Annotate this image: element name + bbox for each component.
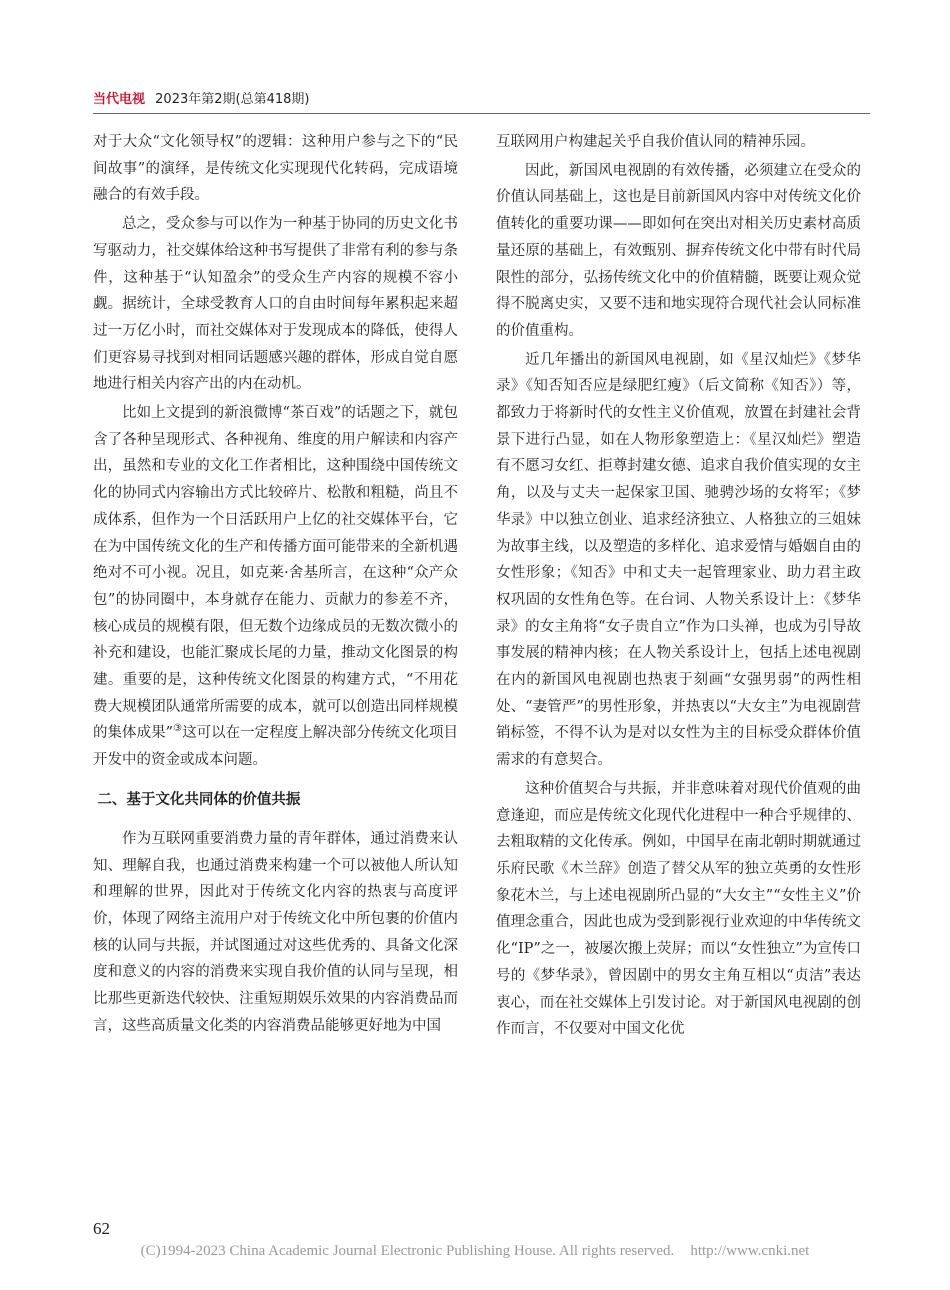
paragraph: 因此，新国风电视剧的有效传播，必须建立在受众的价值认同基础上，这也是目前新国风内容中对传统文化价值转化的重要功课——即如何在突出对相关历史素材高质量还原的基础上，有效甄别、摒弃传统文化中带有时代局限性的部分，弘扬传统文化中的价值精髓，既要让观众觉得不脱离史实，又要不违和地实现符合现代社会认同标准的价值重构。	[496, 162, 861, 339]
footnote-marker: ③	[173, 723, 183, 735]
copyright-text: (C)1994-2023 China Academic Journal Electronic Publishing House. All rights reserved.	[140, 1243, 675, 1259]
paragraph-text: 比如上文提到的新浪微博“茶百戏”的话题之下，就包含了各种呈现形式、各种视角、维度的用户解读和内容产出，虽然和专业的文化工作者相比，这种围绕中国传统文化的协同式内容输出方式比较碎片、松散和粗糙，尚且不成体系，但作为一个日活跃用户上亿的社交媒体平台，它在为中国传统文化的生产和传播方面可能带来的全新机遇绝对不可小视。况且，如克莱·舍基所言，在这种“众产众包”的协同圈中，本身就存在能力、贡献力的参差不齐，核心成员的规模有限，但无数个边缘成员的无数次微小的补充和建设，也能汇聚成长尾的力量，推动文化图景的构建。重要的是，这种传统文化图景的构建方式，“不用花费大规模团队通常所需要的成本，就可以创造出同样规模的集体成果”	[93, 405, 458, 742]
copyright-line	[0, 1243, 950, 1260]
section-heading: 二、基于文化共同体的价值共振	[97, 791, 301, 808]
header-divider	[93, 113, 870, 114]
left-column	[93, 129, 458, 1219]
paragraph	[93, 400, 458, 774]
right-column	[496, 129, 861, 1219]
paragraph-text: 这可以在一定程度上解决部分传统文化项目开发中的资金或成本问题。	[93, 725, 458, 769]
paragraph: 互联网用户构建起关乎自我价值认同的精神乐园。	[496, 134, 815, 150]
paragraph: 这种价值契合与共振，并非意味着对现代价值观的曲意逢迎，而应是传统文化现代化进程中一种合乎规律的、去粗取精的文化传承。例如，中国早在南北朝时期就通过乐府民歌《木兰辞》创造了替父从军的独立英勇的女性形象花木兰，与上述电视剧所凸显的“大女主”“女性主义”价值理念重合，因此也成为受到影视行业欢迎的中华传统文化“IP”之一，被屡次搬上荧屏；而以“女性独立”为宣传口号的《梦华录》，曾因剧中的男女主角互相以“贞洁”表达衷心，而在社交媒体上引发讨论。对于新国风电视剧的创作而言，不仅要对中国文化优	[496, 780, 861, 1038]
cnki-url: http://www.cnki.net	[690, 1243, 810, 1259]
issue-info: 2023年第2期(总第418期)	[155, 92, 310, 107]
paragraph: 作为互联网重要消费力量的青年群体，通过消费来认知、理解自我，也通过消费来构建一个可以被他人所认知和理解的世界，因此对于传统文化内容的热衷与高度评价，体现了网络主流用户对于传统文化中所包裹的价值内核的认同与共振，并试图通过对这些优秀的、具备文化深度和意义的内容的消费来实现自我价值的认同与呈现，相比那些更新迭代较快、注重短期娱乐效果的内容消费品而言，这些高质量文化类的内容消费品能够更好地为中国	[93, 830, 458, 1034]
paragraph: 近几年播出的新国风电视剧，如《星汉灿烂》《梦华录》《知否知否应是绿肥红瘦》（后文简称《知否》）等，都致力于将新时代的女性主义价值观，放置在封建社会背景下进行凸显，如在人物形象塑造上：《星汉灿烂》塑造有不愿习女红、拒尊封建女德、追求自我价值实现的女主角，以及与丈夫一起保家卫国、驰骋沙场的女将军；《梦华录》中以独立创业、追求经济独立、人格独立的三姐妹为故事主线，以及塑造的多样化、追求爱情与婚姻自由的女性形象；《知否》中和丈夫一起管理家业、助力君主政权巩固的女性角色等。在台词、人物关系设计上：《梦华录》的女主角将“女子贵自立”作为口头禅，也成为引导故事发展的精神内核；在人物关系设计上，包括上述电视剧在内的新国风电视剧也热衷于刻画“女强男弱”的两性相处、“妻管严”的男性形象，并热衷以“大女主”为电视剧营销标签，不得不认为是对以女性为主的目标受众群体价值需求的有意契合。	[496, 351, 861, 769]
page-number: 62	[93, 1219, 110, 1238]
journal-title: 当代电视	[93, 92, 146, 107]
paragraph: 总之，受众参与可以作为一种基于协同的历史文化书写驱动力，社交媒体给这种书写提供了非常有利的参与条件，这种基于“认知盈余”的受众生产内容的规模不容小觑。据统计，全球受教育人口的自由时间每年累积起来超过一万亿小时，而社交媒体对于发现成本的降低，使得人们更容易寻找到对相同话题感兴趣的群体，形成自觉自愿地进行相关内容产出的内在动机。	[93, 216, 458, 393]
paragraph: 对于大众“文化领导权”的逻辑：这种用户参与之下的“民间故事”的演绎，是传统文化实现现代化转码，完成语境融合的有效手段。	[93, 134, 458, 204]
running-header	[93, 90, 870, 110]
